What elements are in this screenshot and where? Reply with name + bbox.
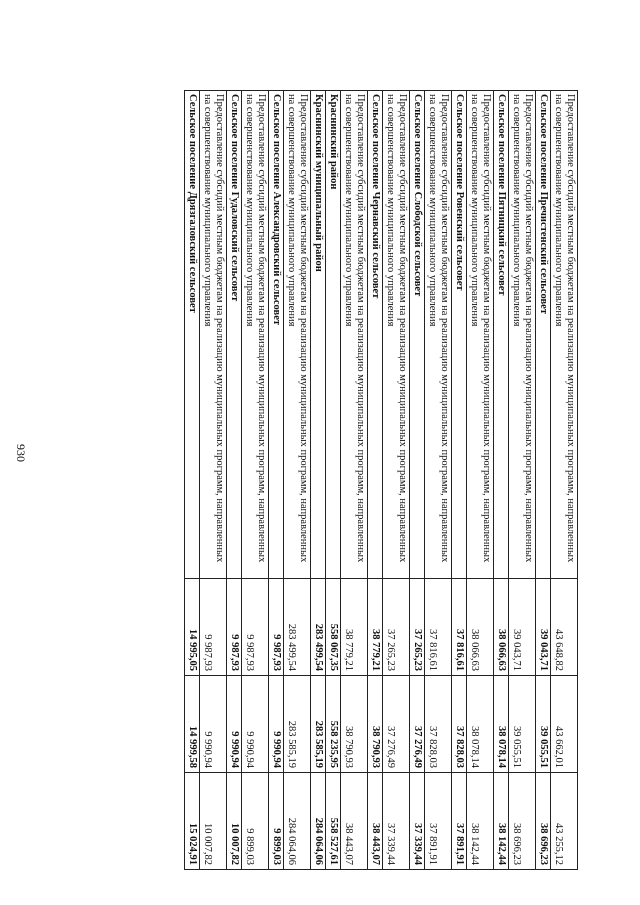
row-name-cell: Сельское поселение Ровенский сельсовет xyxy=(452,91,467,579)
value-cell-1: 38 066,63 xyxy=(467,579,494,676)
value-cell-3: 37 891,91 xyxy=(452,773,467,870)
value-cell-2: 9 990,94 xyxy=(227,676,242,773)
value-cell-2: 9 990,94 xyxy=(269,676,284,773)
table-row-section xyxy=(494,91,509,870)
value-cell-3: 38 696,23 xyxy=(536,773,551,870)
table-row xyxy=(200,91,227,870)
table-row xyxy=(242,91,269,870)
value-cell-1: 43 648,82 xyxy=(551,579,578,676)
value-cell-2: 38 790,93 xyxy=(341,676,368,773)
row-name-cell: Краснинский район xyxy=(326,91,341,579)
value-cell-2: 14 999,58 xyxy=(185,676,200,773)
value-cell-3: 43 255,12 xyxy=(551,773,578,870)
table-row-section xyxy=(269,91,284,870)
value-cell-3: 558 527,61 xyxy=(326,773,341,870)
value-cell-2: 37 828,03 xyxy=(452,676,467,773)
table-row-section xyxy=(410,91,425,870)
value-cell-2: 37 276,49 xyxy=(383,676,410,773)
table-row-section xyxy=(185,91,200,870)
table-row xyxy=(425,91,452,870)
value-cell-2: 37 276,49 xyxy=(410,676,425,773)
table-row-section xyxy=(452,91,467,870)
value-cell-1: 283 499,54 xyxy=(284,579,311,676)
table-row xyxy=(467,91,494,870)
value-cell-2: 38 078,14 xyxy=(494,676,509,773)
row-name-cell: Предоставление субсидий местным бюджетам на реализацию муниципальных программ, направленных на совершенствование муниципального управления xyxy=(467,91,494,579)
value-cell-3: 9 899,03 xyxy=(269,773,284,870)
value-cell-1: 38 066,63 xyxy=(494,579,509,676)
value-cell-2: 283 585,19 xyxy=(284,676,311,773)
value-cell-2: 37 828,03 xyxy=(425,676,452,773)
row-name-cell: Сельское поселение Чернавский сельсовет xyxy=(368,91,383,579)
row-name-cell: Предоставление субсидий местным бюджетам на реализацию муниципальных программ, направленных на совершенствование муниципального управления xyxy=(551,91,578,579)
table-row-section xyxy=(227,91,242,870)
table-row-section xyxy=(326,91,341,870)
page-number: 930 xyxy=(14,444,28,462)
value-cell-2: 39 055,51 xyxy=(536,676,551,773)
row-name-cell: Краснинский муниципальный район xyxy=(311,91,326,579)
row-name-cell: Предоставление субсидий местным бюджетам на реализацию муниципальных программ, направленных на совершенствование муниципального управления xyxy=(509,91,536,579)
table-row xyxy=(383,91,410,870)
table-row xyxy=(341,91,368,870)
value-cell-1: 38 779,21 xyxy=(368,579,383,676)
row-name-cell: Сельское поселение Пятницкий сельсовет xyxy=(494,91,509,579)
budget-table xyxy=(184,90,578,870)
value-cell-1: 9 987,93 xyxy=(200,579,227,676)
value-cell-1: 9 987,93 xyxy=(242,579,269,676)
value-cell-1: 37 265,23 xyxy=(383,579,410,676)
value-cell-1: 39 043,71 xyxy=(509,579,536,676)
value-cell-2: 283 585,19 xyxy=(311,676,326,773)
value-cell-3: 37 891,91 xyxy=(425,773,452,870)
value-cell-2: 38 790,93 xyxy=(368,676,383,773)
value-cell-3: 38 696,23 xyxy=(509,773,536,870)
row-name-cell: Сельское поселение Слободской сельсовет xyxy=(410,91,425,579)
value-cell-1: 39 043,71 xyxy=(536,579,551,676)
value-cell-3: 284 064,06 xyxy=(284,773,311,870)
value-cell-3: 284 064,06 xyxy=(311,773,326,870)
value-cell-3: 38 142,44 xyxy=(494,773,509,870)
value-cell-3: 9 899,03 xyxy=(242,773,269,870)
value-cell-3: 38 142,44 xyxy=(467,773,494,870)
value-cell-3: 10 007,82 xyxy=(227,773,242,870)
value-cell-3: 37 339,44 xyxy=(383,773,410,870)
value-cell-3: 37 339,44 xyxy=(410,773,425,870)
value-cell-1: 9 987,93 xyxy=(269,579,284,676)
rotated-table-wrapper xyxy=(184,90,578,870)
row-name-cell: Предоставление субсидий местным бюджетам на реализацию муниципальных программ, направленных на совершенствование муниципального управления xyxy=(383,91,410,579)
value-cell-3: 38 443,07 xyxy=(368,773,383,870)
value-cell-1: 38 779,21 xyxy=(341,579,368,676)
value-cell-2: 43 662,01 xyxy=(551,676,578,773)
row-name-cell: Предоставление субсидий местным бюджетам на реализацию муниципальных программ, направленных на совершенствование муниципального управления xyxy=(341,91,368,579)
row-name-cell: Предоставление субсидий местным бюджетам на реализацию муниципальных программ, направленных на совершенствование муниципального управления xyxy=(200,91,227,579)
row-name-cell: Сельское поселение Пречистенский сельсовет xyxy=(536,91,551,579)
value-cell-2: 9 990,94 xyxy=(200,676,227,773)
row-name-cell: Предоставление субсидий местным бюджетам на реализацию муниципальных программ, направленных на совершенствование муниципального управления xyxy=(284,91,311,579)
table-row xyxy=(509,91,536,870)
table-row-section xyxy=(311,91,326,870)
value-cell-2: 9 990,94 xyxy=(242,676,269,773)
value-cell-1: 9 987,93 xyxy=(227,579,242,676)
value-cell-3: 15 024,91 xyxy=(185,773,200,870)
table-row-section xyxy=(368,91,383,870)
table-row xyxy=(284,91,311,870)
value-cell-2: 38 078,14 xyxy=(467,676,494,773)
table-body xyxy=(185,91,578,870)
value-cell-3: 38 443,07 xyxy=(341,773,368,870)
row-name-cell: Сельское поселение Александровский сельсовет xyxy=(269,91,284,579)
value-cell-3: 10 007,82 xyxy=(200,773,227,870)
value-cell-1: 558 067,35 xyxy=(326,579,341,676)
value-cell-1: 14 995,05 xyxy=(185,579,200,676)
value-cell-1: 37 816,61 xyxy=(425,579,452,676)
value-cell-1: 37 816,61 xyxy=(452,579,467,676)
table-row xyxy=(551,91,578,870)
row-name-cell: Предоставление субсидий местным бюджетам на реализацию муниципальных программ, направленных на совершенствование муниципального управления xyxy=(242,91,269,579)
value-cell-2: 558 235,95 xyxy=(326,676,341,773)
row-name-cell: Сельское поселение Дрязгаловский сельсовет xyxy=(185,91,200,579)
row-name-cell: Предоставление субсидий местным бюджетам на реализацию муниципальных программ, направленных на совершенствование муниципального управления xyxy=(425,91,452,579)
value-cell-2: 39 055,51 xyxy=(509,676,536,773)
value-cell-1: 37 265,23 xyxy=(410,579,425,676)
row-name-cell: Сельское поселение Гудаловский сельсовет xyxy=(227,91,242,579)
value-cell-1: 283 499,54 xyxy=(311,579,326,676)
table-row-section xyxy=(536,91,551,870)
